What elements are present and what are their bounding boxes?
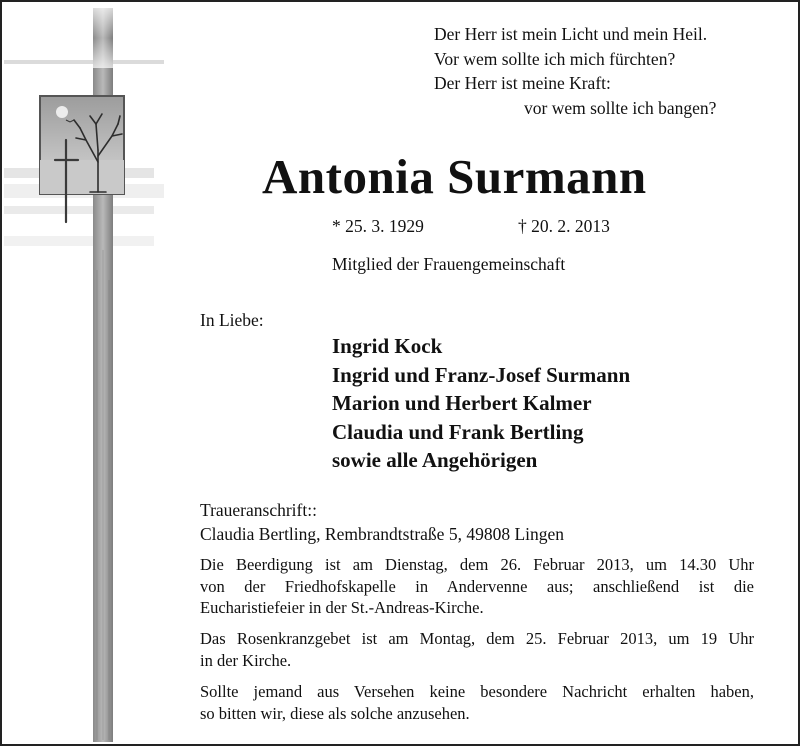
notice-line: von der Friedhofskapelle in Andervenne aus; anschließend ist die: [200, 576, 754, 596]
funeral-notice: [200, 554, 754, 619]
address-label: Traueranschrift::: [200, 500, 317, 520]
mourners-intro: In Liebe:: [200, 310, 264, 330]
notice-line: Eucharistiefeier in der St.-Andreas-Kirche.: [200, 598, 484, 617]
rosary-notice: [200, 628, 754, 671]
mourner-name: Ingrid Kock: [332, 334, 443, 358]
life-dates: [332, 216, 632, 237]
membership-note: Mitglied der Frauengemeinschaft: [332, 254, 566, 274]
mourners-list: [332, 332, 630, 475]
mourner-name: Ingrid und Franz-Josef Surmann: [332, 362, 631, 387]
closing-notice: [200, 681, 754, 724]
bible-verse: [434, 22, 716, 120]
address-value: Claudia Bertling, Rembrandtstraße 5, 49808 Lingen: [200, 524, 565, 544]
deceased-name: Antonia Surmann: [262, 149, 647, 204]
notice-line: Sollte jemand aus Versehen keine besondere Nachricht erhalten haben,: [200, 682, 754, 701]
verse-line: Vor wem sollte ich mich fürchten?: [434, 48, 676, 69]
notice-line: in der Kirche.: [200, 650, 292, 670]
mourning-address: [200, 498, 564, 546]
notice-line: Die Beerdigung ist am Dienstag, dem 26. Februar 2013, um 14.30 Uhr: [200, 555, 754, 574]
verse-line: Der Herr ist meine Kraft:: [434, 73, 611, 93]
mourner-name: sowie alle Angehörigen: [332, 448, 538, 472]
birth-date: * 25. 3. 1929: [332, 216, 424, 236]
death-date: † 20. 2. 2013: [518, 216, 610, 236]
notice-line: Das Rosenkranzgebet ist am Montag, dem 25. Februar 2013, um 19 Uhr: [200, 629, 754, 648]
verse-line: Der Herr ist mein Licht und mein Heil.: [434, 24, 708, 44]
notice-line: so bitten wir, diese als solche anzusehen.: [200, 703, 470, 723]
mourner-name: Marion und Herbert Kalmer: [332, 391, 592, 415]
tree-picture: [40, 96, 124, 194]
verse-line: vor wem sollte ich bangen?: [524, 97, 717, 118]
memorial-artwork: [0, 0, 170, 746]
mourner-name: Claudia und Frank Bertling: [332, 419, 584, 444]
